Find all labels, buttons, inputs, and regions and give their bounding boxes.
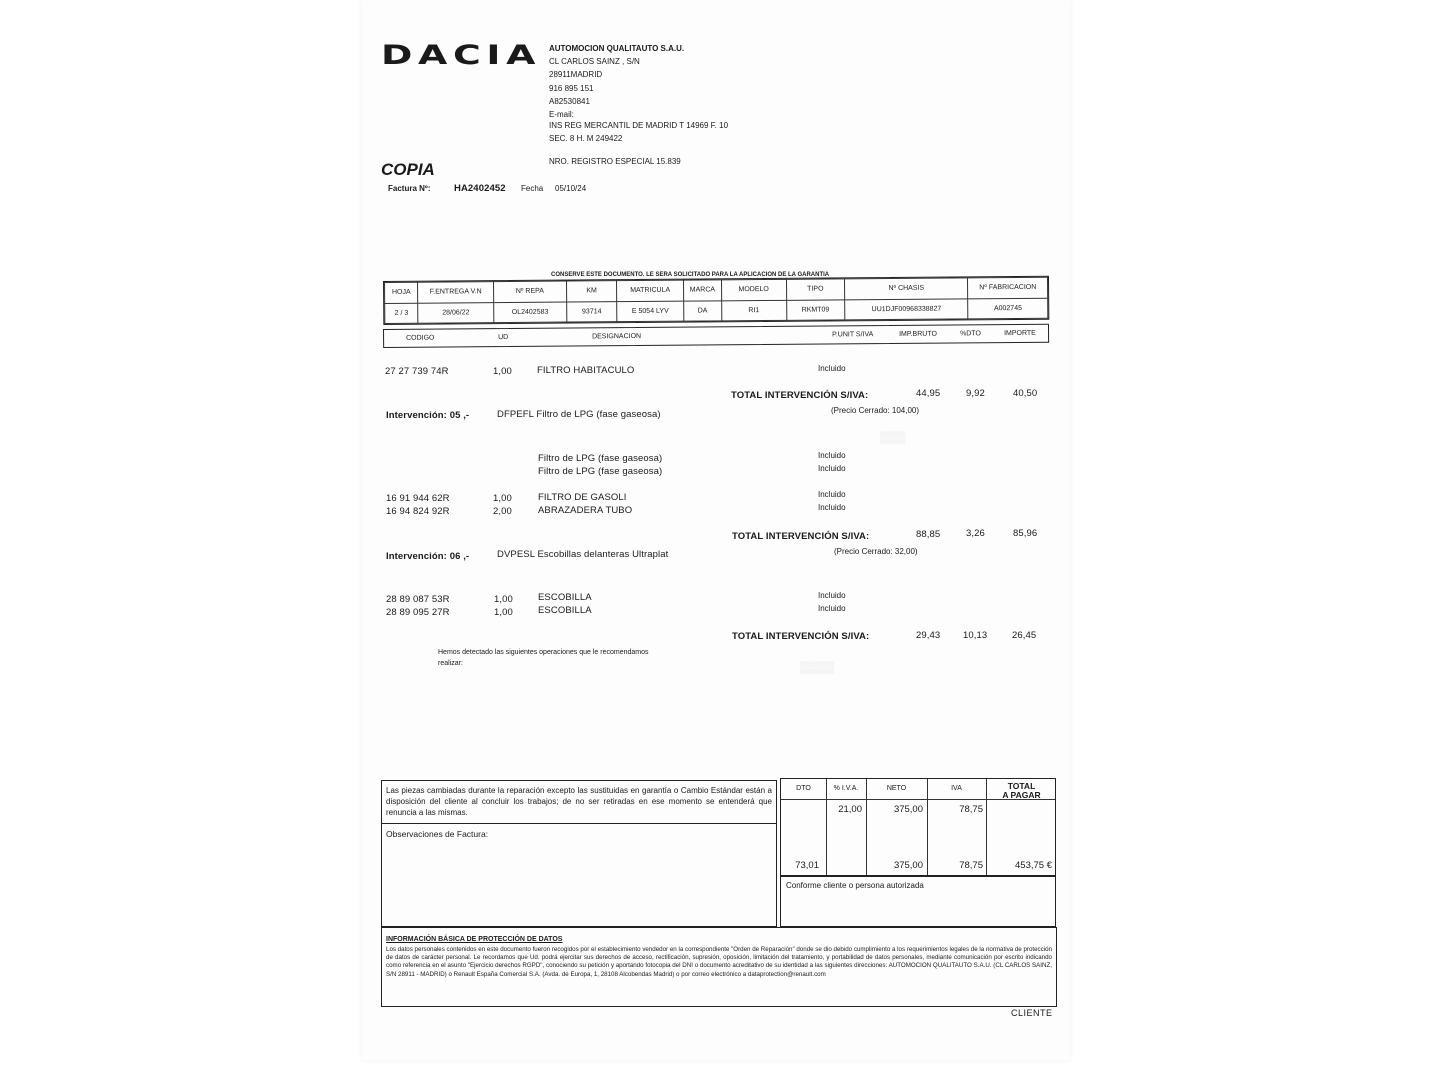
company-registry-1: INS REG MERCANTIL DE MADRID T 14969 F. 10 [549, 121, 729, 130]
privacy-title: INFORMACIÓN BÁSICA DE PROTECCIÓN DE DATOS [386, 936, 563, 943]
warranty-notice: CONSERVE ESTE DOCUMENTO. LE SERA SOLICITADO PARA LA APLICACION DE LA GARANTIA [551, 272, 830, 278]
line-desc: Filtro de LPG (fase gaseosa) [538, 453, 663, 464]
value-cell: 2 / 3 [385, 303, 419, 324]
company-cif: A82530841 [549, 97, 590, 106]
company-email-label: E-mail: [549, 110, 574, 119]
invoice-number: HA2402452 [454, 183, 506, 194]
totals-header: % I.V.A. [833, 785, 859, 792]
header-cell: MARCA [684, 280, 722, 301]
value-cell: UU1DJF00968338827 [845, 298, 969, 319]
line-desc: FILTRO HABITACULO [537, 365, 635, 376]
dacia-logo-icon [381, 42, 541, 66]
company-name: AUTOMOCION QUALITAUTO S.A.U. [549, 44, 685, 53]
company-street: CL CARLOS SAINZ , S/N [549, 57, 640, 66]
iva-percent: 21,00 [838, 804, 862, 815]
company-phone: 916 895 151 [549, 84, 594, 93]
totals-header: IVA [951, 785, 962, 792]
total-label: TOTAL INTERVENCIÓN S/IVA: [732, 531, 870, 542]
total-label: TOTAL INTERVENCIÓN S/IVA: [731, 390, 869, 401]
line-code: 28 89 095 27R [386, 607, 450, 618]
header-cell: Nº CHASIS [845, 278, 969, 299]
intervention-label: Intervención: 05 ,- [386, 410, 470, 421]
divider [826, 779, 827, 875]
column-header: %DTO [960, 330, 981, 338]
invoice-date-label: Fecha [521, 184, 544, 193]
column-header: IMP.BRUTO [899, 330, 937, 338]
value-cell: E 5054 LYV [617, 301, 684, 322]
value-cell: RKMT09 [786, 299, 845, 320]
line-desc: ESCOBILLA [538, 605, 592, 616]
value-cell: OL2402583 [493, 302, 566, 323]
closed-price: (Precio Cerrado: 104,00) [831, 406, 920, 415]
signature-box [780, 876, 1056, 927]
recommendation-text: Hemos detectado las siguientes operaciones que le recomendamos [438, 649, 649, 656]
recommendation-text: realizar: [438, 660, 463, 667]
invoice-number-label: Factura Nº: [388, 184, 431, 193]
value-cell: RI1 [721, 300, 786, 321]
line-code: 28 89 087 53R [386, 594, 450, 605]
footer-label: CLIENTE [1011, 1008, 1053, 1018]
privacy-box [381, 927, 1057, 1007]
line-status: Incluido [818, 451, 846, 460]
value-cell: 93714 [567, 301, 617, 322]
value-cell: DA [684, 300, 722, 321]
column-header: CODIGO [406, 334, 435, 342]
invoice-date: 05/10/24 [555, 184, 587, 193]
vehicle-table [383, 276, 1049, 325]
column-header: DESIGNACION [592, 332, 642, 341]
header-cell: KM [566, 281, 616, 302]
total-dto: 10,13 [963, 630, 988, 641]
line-status: Incluido [818, 604, 846, 613]
total-dto: 3,26 [966, 528, 985, 539]
parts-notice: Las piezas cambiadas durante la reparación excepto las sustituidas en garantía o Cambio Estándar están a disposición del cliente al concluir los trabajos; de no ser retiradas en ese momento se entenderá que renuncia a las mismas. [386, 786, 772, 817]
line-code: 16 94 824 92R [386, 506, 450, 517]
header-cell: Nº FABRICACION [968, 277, 1048, 298]
header-cell: Nº REPA [493, 281, 566, 302]
privacy-text: Los datos personales contenidos en este documento fueron recogidos por el establecimiento vendedor en la correspondiente "Orden de Reparación" donde se dio debido cumplimiento a los requerimientos legales de la normativa de protección de datos de carácter personal. Le recordamos que Ud. podrá ejercitar sus derechos de acceso, rectificación, supresión, oposición, limitación del tratamiento, y portabilidad de datos personales, mediante comunicación por escrito indicando como referencia en el asunto "Ejercicio derechos RGPD", conociendo su petición y aportando fotocopia del DNI o documento acreditativo de su identidad a las siguientes direcciones: AUTOMOCION QUALITAUTO S.A.U. (CL CARLOS SAINZ, S/N 28911 - MADRID) o Renault España Comercial S.A. (Avda. de Europa, 1, 28108 Alcobendas Madrid) o por correo electrónico a dataprotection@renault.com [386, 946, 1052, 978]
line-desc: Filtro de LPG (fase gaseosa) [538, 466, 663, 477]
total-importe: 40,50 [1013, 388, 1038, 399]
line-status: Incluido [818, 591, 846, 600]
value-cell: A002745 [968, 298, 1048, 319]
line-desc: ABRAZADERA TUBO [538, 505, 633, 516]
line-qty: 1,00 [494, 607, 513, 618]
total-to-pay: 453,75 € [1015, 860, 1052, 871]
line-desc: FILTRO DE GASOLI [538, 492, 627, 503]
line-status: Incluido [818, 490, 846, 499]
dto-value: 73,01 [795, 860, 819, 871]
total-importe: 26,45 [1012, 630, 1037, 641]
line-desc: ESCOBILLA [538, 592, 592, 603]
intervention-label: Intervención: 06 ,- [386, 551, 470, 562]
header-cell: MATRICULA [617, 280, 684, 301]
parts-notice-box [381, 780, 777, 927]
total-importe: 85,96 [1013, 528, 1038, 539]
line-code: 27 27 739 74R [385, 366, 449, 377]
observations-label: Observaciones de Factura: [386, 829, 489, 839]
total-label: TOTAL INTERVENCIÓN S/IVA: [732, 631, 870, 642]
totals-box [780, 778, 1056, 876]
closed-price: (Precio Cerrado: 32,00) [834, 547, 918, 556]
column-header: IMPORTE [1004, 329, 1036, 338]
total-bruto: 88,85 [916, 529, 941, 540]
totals-header: NETO [886, 785, 907, 792]
column-header: UD [498, 334, 509, 342]
line-status: Incluido [818, 364, 846, 373]
header-cell: F.ENTREGA V.N [418, 282, 493, 303]
svg-text:DACIA: DACIA [381, 42, 541, 66]
total-dto: 9,92 [966, 388, 985, 399]
line-status: Incluido [818, 503, 846, 512]
header-cell: HOJA [385, 282, 419, 303]
divider [382, 823, 776, 824]
line-qty: 2,00 [493, 506, 512, 517]
line-qty: 1,00 [493, 366, 512, 377]
totals-header: DTO [796, 785, 811, 792]
neto-value: 375,00 [893, 804, 923, 815]
totals-header: TOTAL [1007, 781, 1036, 791]
line-status: Incluido [818, 464, 846, 473]
total-bruto: 29,43 [916, 630, 941, 641]
line-qty: 1,00 [493, 493, 512, 504]
header-cell: MODELO [721, 279, 786, 300]
show-through-mark: ▒▒▒▒ [800, 660, 835, 674]
iva-value: 78,75 [959, 860, 983, 871]
special-registry: NRO. REGISTRO ESPECIAL 15.839 [549, 157, 681, 166]
signature-label: Conforme cliente o persona autorizada [786, 881, 924, 890]
neto-value: 375,00 [893, 860, 923, 871]
column-header: P.UNIT S/IVA [832, 331, 874, 339]
iva-value: 78,75 [959, 804, 983, 815]
company-city: 28911MADRID [549, 70, 603, 79]
total-bruto: 44,95 [916, 388, 941, 399]
copy-label: COPIA [381, 160, 435, 179]
header-cell: TIPO [786, 279, 845, 300]
intervention-desc: DFPEFL Filtro de LPG (fase gaseosa) [497, 409, 661, 420]
vehicle-table-row [385, 298, 1048, 324]
line-qty: 1,00 [494, 594, 513, 605]
show-through-mark: ▒▒▒ [880, 430, 906, 444]
line-code: 16 91 944 62R [386, 493, 450, 504]
value-cell: 28/06/22 [418, 302, 493, 323]
company-registry-2: SEC. 8 H. M 249422 [549, 134, 623, 143]
totals-header: A PAGAR [1002, 790, 1041, 800]
intervention-desc: DVPESL Escobillas delanteras Ultraplat [497, 549, 669, 560]
